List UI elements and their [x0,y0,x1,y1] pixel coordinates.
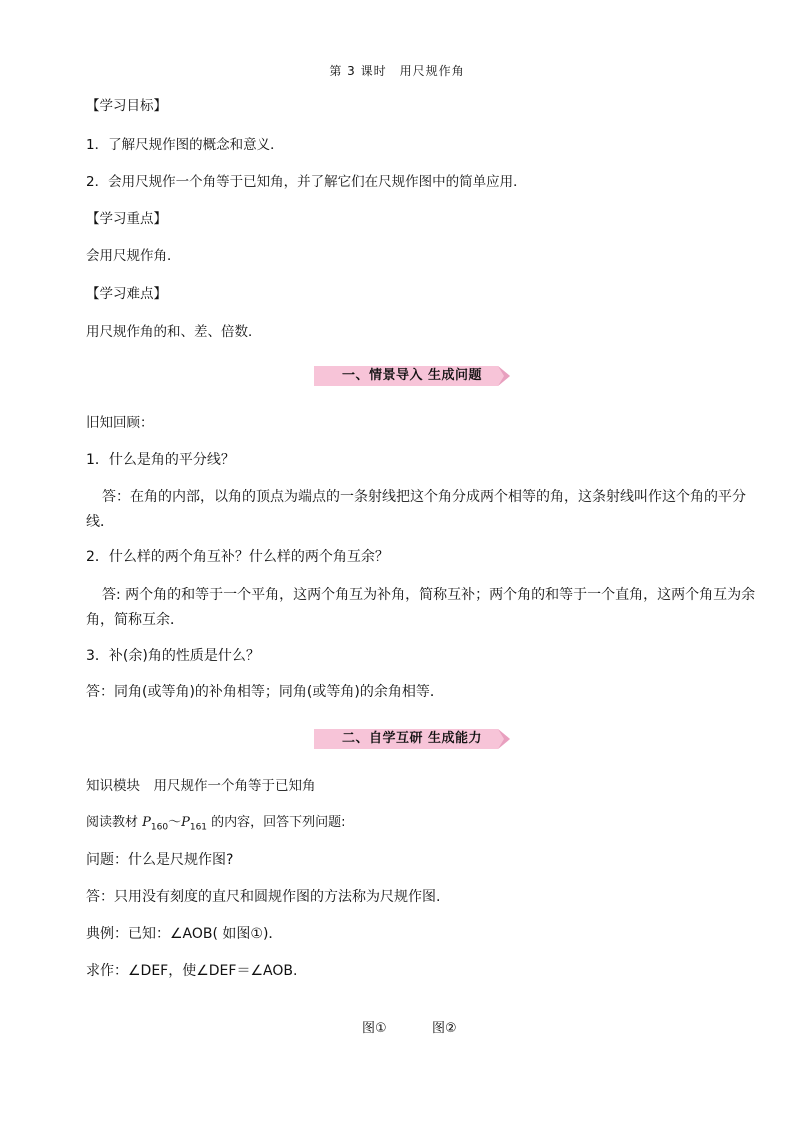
page-num-1: 160 [150,822,169,833]
answer-3: 答：同角(或等角)的补角相等；同角(或等角)的余角相等． [86,684,444,700]
answer-text: 答：只用没有刻度的直尺和圆规作图的方法称为尺规作图. [86,889,441,905]
question-text: 问题：什么是尺规作图? [86,852,234,868]
question-1: 1．什么是角的平分线？ [86,452,235,468]
reading-tilde: ～ [168,815,182,830]
goal-item-2: 2．会用尺规作一个角等于已知角，并了解它们在尺规作图中的简单应用． [86,174,527,190]
section1-banner [314,366,510,386]
goals-heading: 【学习目标】 [86,98,167,114]
figure-1-caption: 图① [362,1021,387,1036]
focus-heading: 【学习重点】 [86,211,167,227]
difficulty-text: 用尺规作角的和、差、倍数． [86,324,262,340]
difficulty-heading: 【学习难点】 [86,286,167,302]
reading-suffix: 的内容，回答下列问题: [207,815,346,830]
section2-banner [314,729,510,749]
focus-text: 会用尺规作角． [86,248,181,264]
question-2: 2．什么样的两个角互补？什么样的两个角互余？ [86,549,389,565]
reading-instruction [86,814,346,837]
answer-1-line2: 线． [86,514,114,530]
answer-2 [86,583,756,633]
question-3: 3．补(余)角的性质是什么？ [86,648,260,664]
page-num-2: 161 [189,822,208,833]
answer-2-line2: 角，简称互余． [86,612,184,628]
figure-2-caption: 图② [432,1021,457,1036]
goal-item-1: 1．了解尺规作图的概念和意义． [86,137,284,153]
answer-2-line1: 答: 两个角的和等于一个平角，这两个角互为补角，简称互补；两个角的和等于一个直角，这两个角互为余 [102,587,756,603]
reading-prefix: 阅读教材 [86,815,143,830]
example-text: 典例：已知：∠AOB( 如图①)． [86,926,283,942]
answer-1 [86,485,746,535]
lesson-title: 第 3 课时 用尺规作角 [329,64,465,78]
section2-banner-label: 二、自学互研 生成能力 [341,731,483,746]
knowledge-module: 知识模块 用尺规作一个角等于已知角 [86,778,316,794]
page-var-1: P [142,815,151,830]
answer-1-line1: 答：在角的内部，以角的顶点为端点的一条射线把这个角分成两个相等的角，这条射线叫作这个角的平分 [102,489,746,505]
task-text: 求作：∠DEF，使∠DEF＝∠AOB. [86,963,298,979]
page-var-2: P [181,815,190,830]
section1-banner-label: 一、情景导入 生成问题 [341,368,483,383]
review-label: 旧知回顾： [86,415,154,431]
